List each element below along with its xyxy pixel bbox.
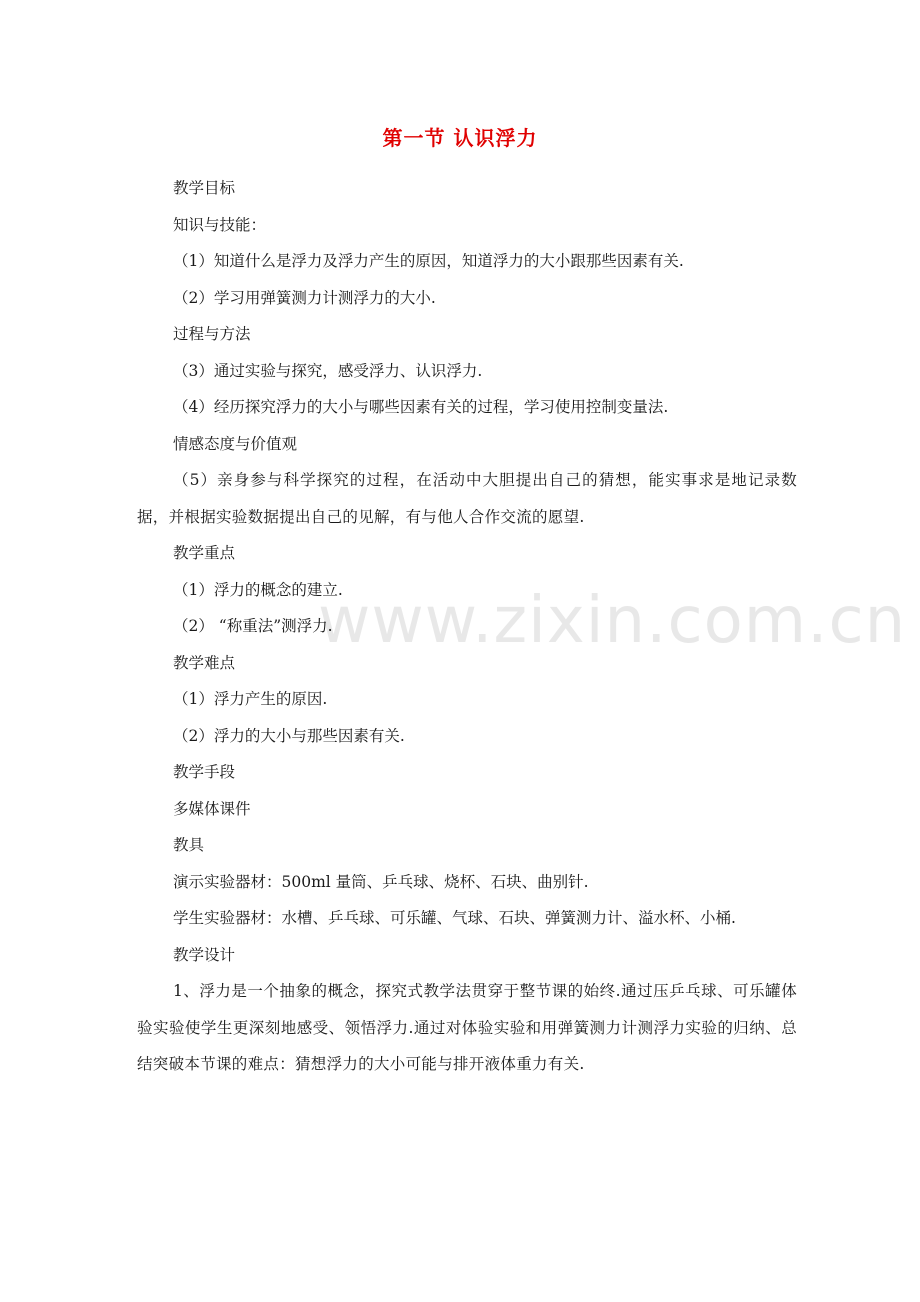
subheading-process-methods: 过程与方法: [173, 325, 251, 343]
list-item: （1）浮力的概念的建立.: [173, 580, 343, 599]
paragraph: 1、浮力是一个抽象的概念，探究式教学法贯穿于整节课的始终.通过压乒乓球、可乐罐体验实验使学生更深刻地感受、领悟浮力.通过对体验实验和用弹簧测力计测浮力实验的归纳、总结突破本节课的难点：猜想浮力的大小可能与排开液体重力有关.: [137, 982, 797, 1073]
list-item: （2） “称重法”测浮力.: [173, 617, 333, 635]
section-heading-teaching-aids: 教具: [173, 836, 205, 854]
subheading-knowledge-skills: 知识与技能：: [173, 215, 267, 234]
list-item: （4）经历探究浮力的大小与哪些因素有关的过程，学习使用控制变量法.: [173, 398, 669, 416]
list-item: （1）浮力产生的原因.: [173, 690, 328, 708]
section-heading-key-points: 教学重点: [173, 544, 236, 562]
list-item: （3）通过实验与探究，感受浮力、认识浮力.: [173, 361, 483, 380]
text-line: 学生实验器材：水槽、乒乓球、可乐罐、气球、石块、弹簧测力计、溢水杯、小桶.: [173, 909, 736, 927]
section-heading-difficulties: 教学难点: [173, 653, 236, 672]
watermark: www.zixin.com.cn: [318, 584, 907, 658]
page-title: 第一节 认识浮力: [382, 126, 538, 150]
list-item: （2）浮力的大小与那些因素有关.: [173, 726, 405, 745]
section-heading-teaching-means: 教学手段: [173, 763, 236, 781]
text-line: 演示实验器材：500ml 量筒、乒乓球、烧杯、石块、曲别针.: [173, 872, 589, 891]
list-item: （5）亲身参与科学探究的过程，在活动中大胆提出自己的猜想，能实事求是地记录数据，并根据实验数据提出自己的见解，有与他人合作交流的愿望.: [137, 471, 797, 526]
document-body: [137, 170, 797, 1083]
text-line: 多媒体课件: [173, 799, 251, 818]
list-item: （2）学习用弹簧测力计测浮力的大小.: [173, 288, 436, 307]
list-item: （1）知道什么是浮力及浮力产生的原因，知道浮力的大小跟那些因素有关.: [173, 252, 684, 270]
section-heading-objectives: 教学目标: [173, 179, 236, 197]
subheading-attitudes-values: 情感态度与价值观: [173, 434, 298, 453]
section-heading-teaching-design: 教学设计: [173, 945, 236, 964]
